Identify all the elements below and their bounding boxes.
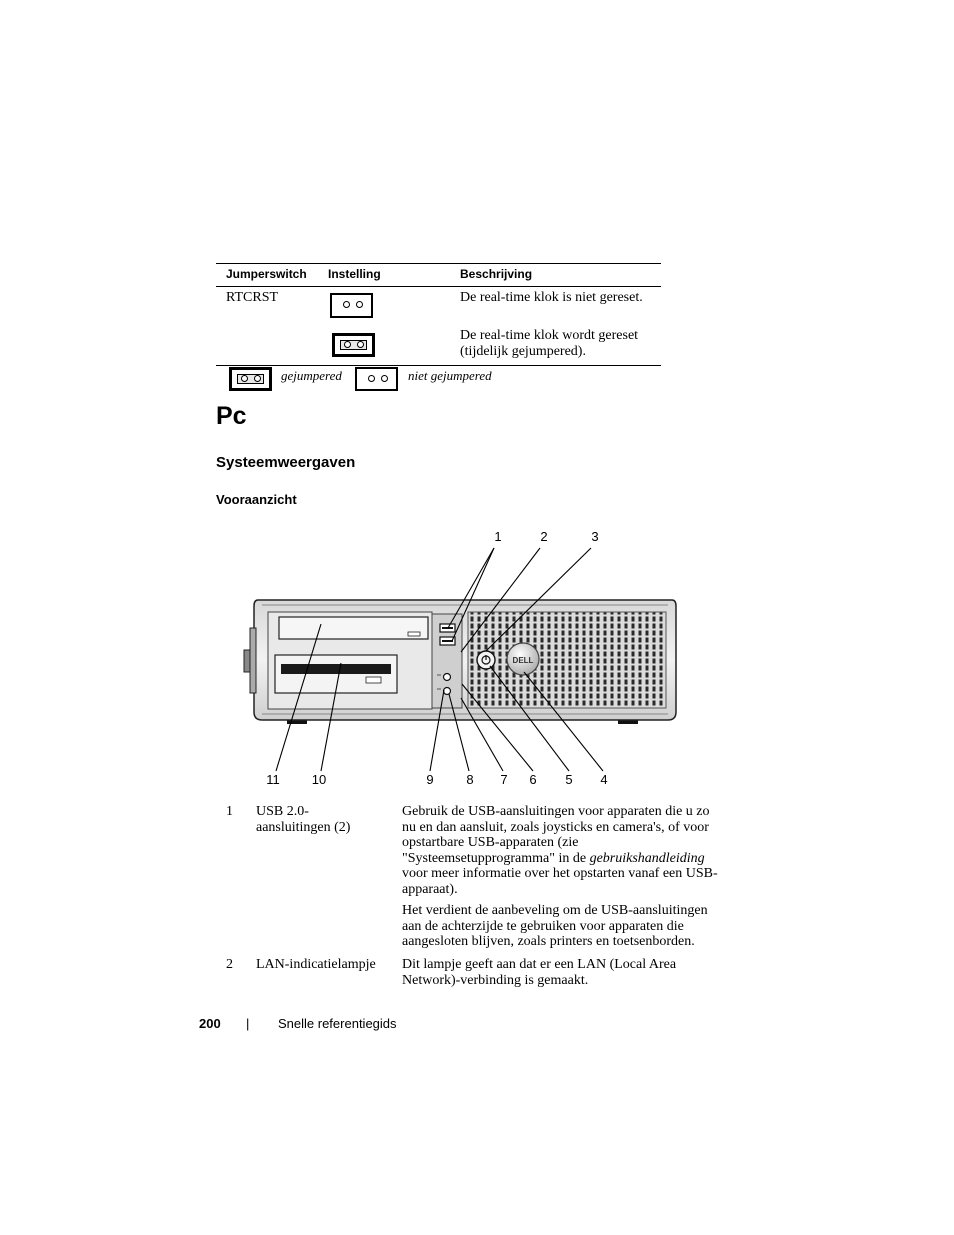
- legend-not-jumpered-label: niet gejumpered: [408, 368, 492, 383]
- header-jumperswitch: Jumperswitch: [226, 267, 307, 281]
- callout-9: 9: [426, 772, 434, 787]
- item-1-name: USB 2.0-aansluitingen (2): [256, 804, 351, 835]
- callout-6: 6: [529, 772, 537, 787]
- footer-separator: |: [246, 1016, 250, 1031]
- callout-4: 4: [600, 772, 608, 787]
- svg-text:DELL: DELL: [512, 656, 534, 665]
- callout-1: 1: [494, 529, 502, 544]
- page-number: 200: [199, 1016, 221, 1031]
- subsection-title: Systeemweergaven: [216, 454, 356, 471]
- callout-10: 10: [311, 772, 327, 787]
- jumper-name: RTCRST: [226, 290, 279, 305]
- item-2-number: 2: [226, 957, 233, 972]
- legend-jumpered-label: gejumpered: [281, 368, 342, 383]
- callout-7: 7: [500, 772, 508, 787]
- item-2-name: LAN-indicatielampje: [256, 957, 376, 972]
- item-1-recommendation: Het verdient de aanbeveling om de USB-aansluitingen aan de achterzijde te gebruiken voor apparaten die aangesloten blijven, zoals printers en toetsenborden.: [402, 903, 708, 950]
- section-title: Pc: [216, 402, 247, 430]
- header-beschrijving: Beschrijving: [460, 267, 533, 281]
- callout-8: 8: [466, 772, 474, 787]
- item-2-description: Dit lampje geeft aan dat er een LAN (Local Area Network)-verbinding is gemaakt.: [402, 957, 677, 988]
- item-1-number: 1: [226, 804, 233, 819]
- jumper-desc-closed: De real-time klok wordt gereset (tijdelijk gejumpered).: [460, 328, 639, 359]
- callout-2: 2: [540, 529, 548, 544]
- view-title: Vooraanzicht: [216, 492, 297, 507]
- callout-3: 3: [591, 529, 599, 544]
- header-instelling: Instelling: [328, 267, 381, 281]
- callout-5: 5: [565, 772, 573, 787]
- jumper-desc-open: De real-time klok is niet gereset.: [460, 290, 643, 305]
- footer-title: Snelle referentiegids: [278, 1016, 397, 1031]
- item-1-description: Gebruik de USB-aansluitingen voor apparaten die u zo nu en dan aansluit, zoals joysticks en camera's, of voor opstartbare USB-apparaten (zie "Systeemsetupprogramma" in de gebruikshandleiding voor meer informatie over het opstarten vanaf een USB-apparaat).: [402, 804, 718, 897]
- callout-11: 11: [266, 772, 280, 787]
